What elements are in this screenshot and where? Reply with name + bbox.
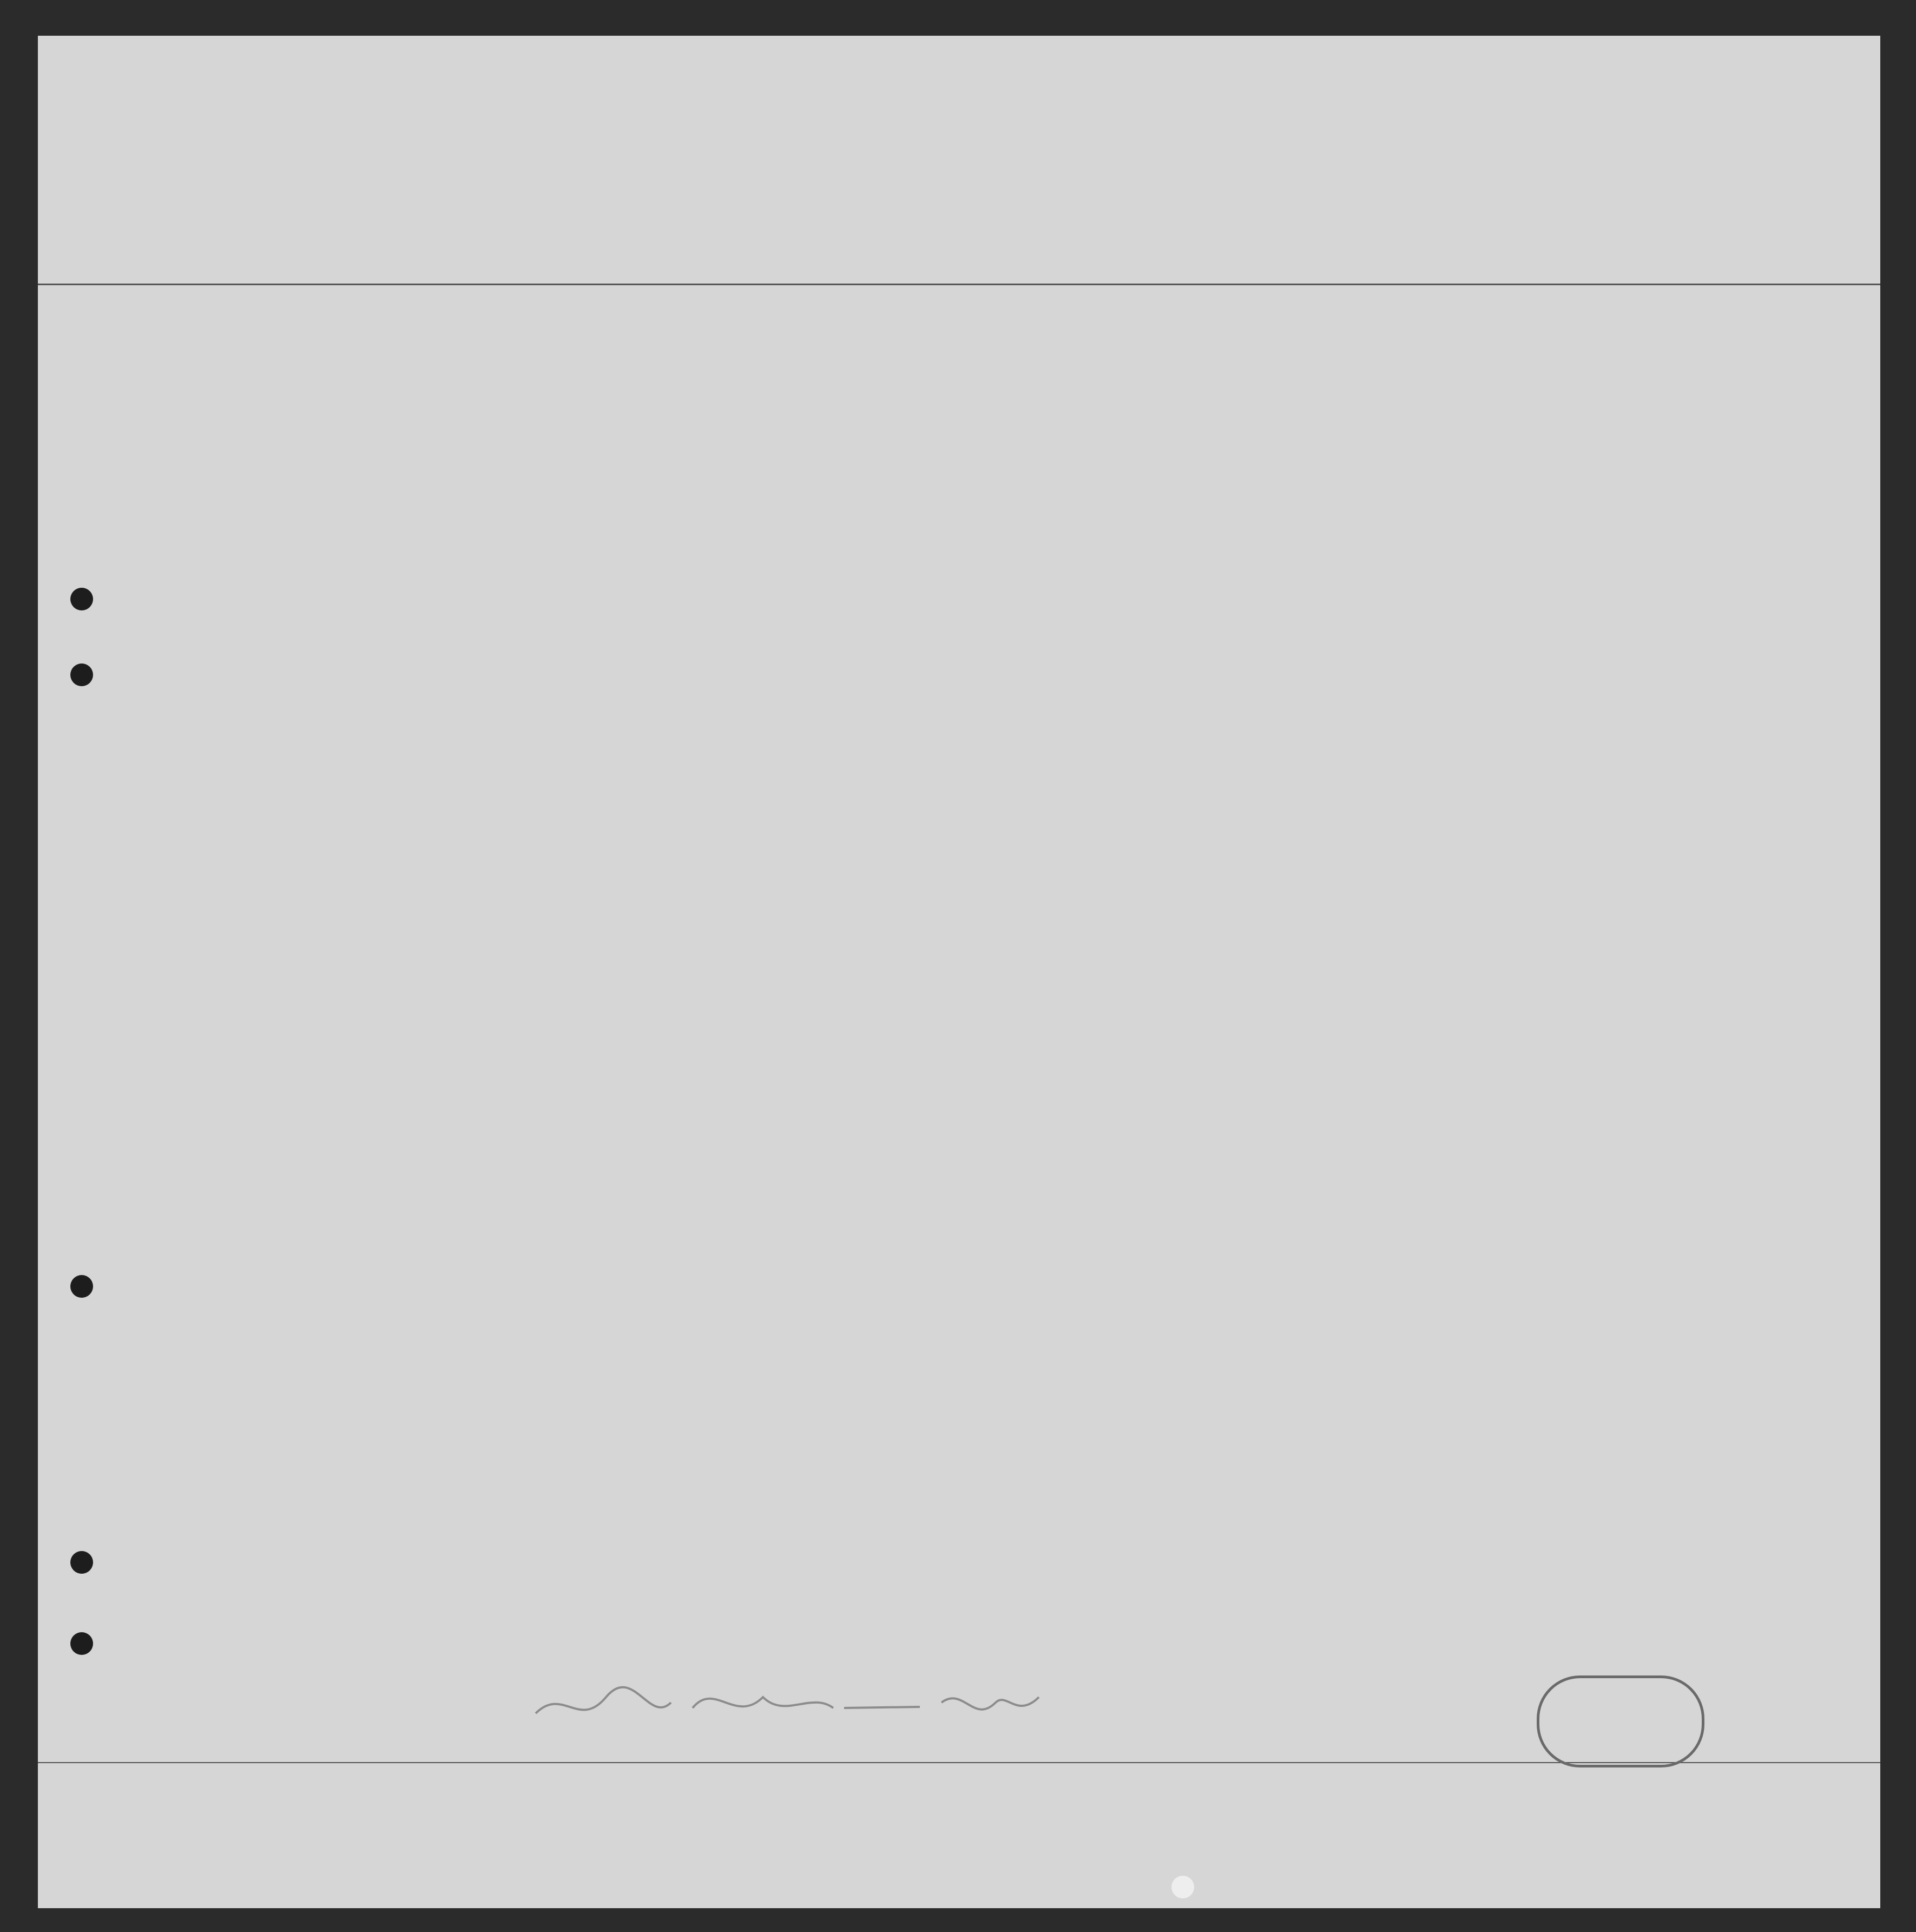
manifest-sheet [38,36,1880,1908]
punch-hole [70,663,93,686]
punch-hole [1171,1876,1194,1898]
punch-hole [70,588,93,610]
punch-hole [70,1275,93,1298]
office-stamp [1537,1675,1704,1767]
punch-hole [70,1551,93,1574]
punch-hole [70,1632,93,1655]
signature [530,1675,1055,1743]
table-top-rule [38,284,1880,285]
signature-scrawl [530,1675,1055,1735]
